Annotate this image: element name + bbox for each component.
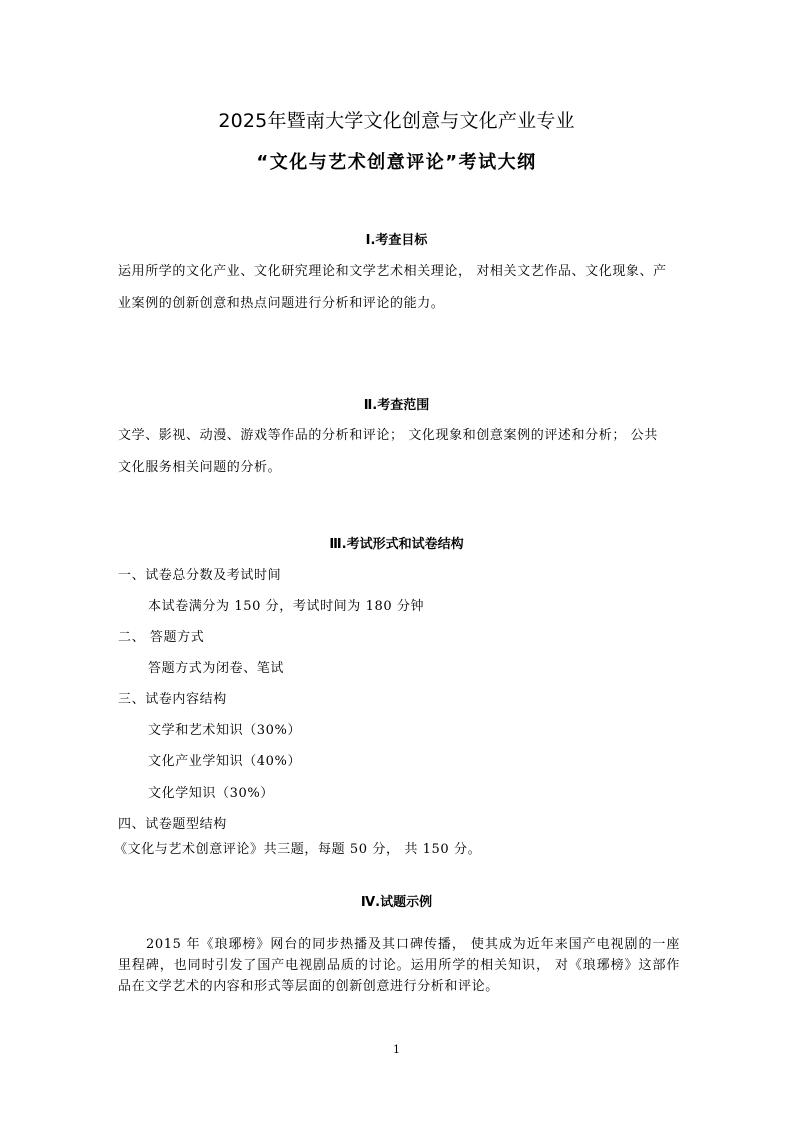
objectives-line-2: 业案例的创新创意和热点问题进行分析和评论的能力。 bbox=[118, 296, 445, 311]
exam-item-content-question-types: 《文化与艺术创意评论》共三题，每题 50 分， 共 150 分。 bbox=[114, 842, 482, 857]
sample-question-paragraph: 2015 年《琅琊榜》网台的同步热播及其口碑传播， 使其成为近年来国产电视剧的一座里程碑，也同时引发了国产电视剧品质的讨论。运用所学的相关知识， 对《琅琊榜》这部作品在文学艺术的内容和形式等层面的创新创意进行分析和评论。 bbox=[118, 937, 680, 994]
page-number: 1 bbox=[393, 1043, 400, 1056]
exam-item-label-answer-method: 二、 答题方式 bbox=[118, 630, 205, 645]
scope-line-1: 文学、影视、动漫、游戏等作品的分析和评论； 文化现象和创意案例的评述和分析； 公共 bbox=[118, 428, 658, 443]
exam-item-content-structure-1: 文学和艺术知识（30%） bbox=[148, 723, 302, 738]
scope-line-2: 文化服务相关问题的分析。 bbox=[118, 460, 282, 475]
exam-item-content-answer-method: 答题方式为闭卷、笔试 bbox=[148, 661, 285, 676]
objectives-line-1: 运用所学的文化产业、文化研究理论和文学艺术相关理论， 对相关文艺作品、文化现象、产 bbox=[118, 264, 667, 279]
exam-item-content-structure-3: 文化学知识（30%） bbox=[148, 786, 274, 801]
section-heading-sample-question: Ⅳ.试题示例 bbox=[360, 895, 433, 910]
exam-item-label-score-time: 一、试卷总分数及考试时间 bbox=[118, 568, 282, 583]
exam-item-content-score-time: 本试卷满分为 150 分，考试时间为 180 分钟 bbox=[148, 599, 425, 614]
section-heading-scope: Ⅱ.考查范围 bbox=[363, 398, 430, 413]
section-heading-exam-format: Ⅲ.考试形式和试卷结构 bbox=[329, 537, 464, 552]
exam-item-label-content-structure: 三、试卷内容结构 bbox=[118, 692, 227, 707]
document-subtitle: “文化与艺术创意评论”考试大纲 bbox=[256, 152, 537, 173]
document-title: 2025年暨南大学文化创意与文化产业专业 bbox=[218, 110, 575, 132]
section-heading-objectives: Ⅰ.考查目标 bbox=[365, 233, 428, 248]
exam-item-content-structure-2: 文化产业学知识（40%） bbox=[148, 754, 302, 769]
exam-item-label-question-types: 四、试卷题型结构 bbox=[118, 817, 227, 832]
